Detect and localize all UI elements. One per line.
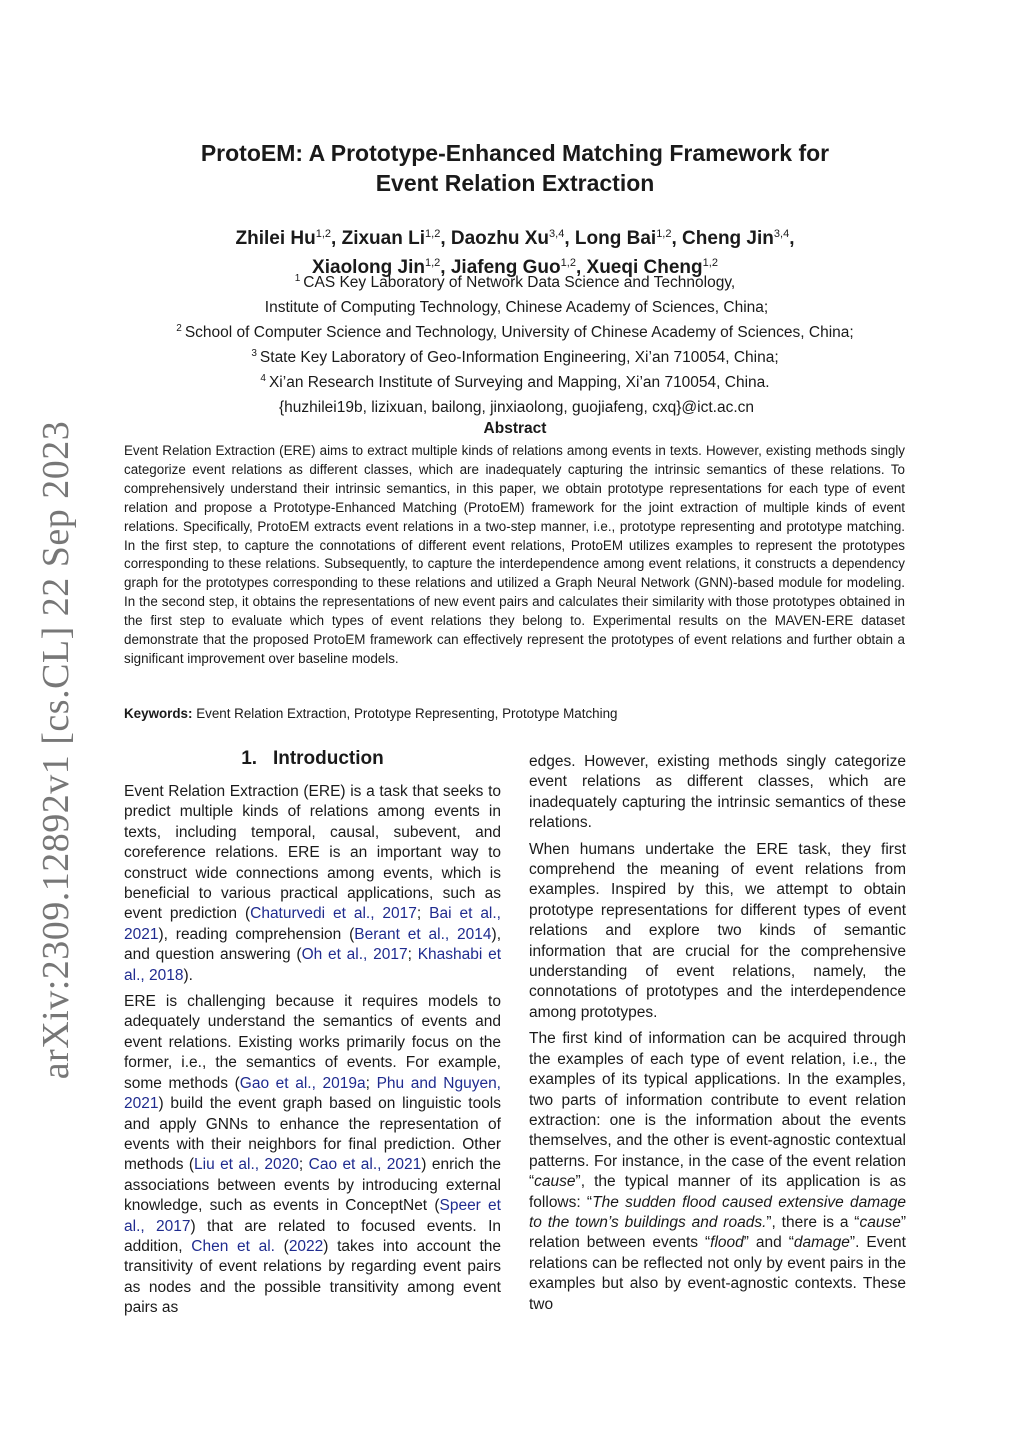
affiliation: $^3$ State Key Laboratory of Geo-Information Engineering, Xi’an 710054, China; <box>251 348 779 366</box>
citation-link[interactable]: Bai et al., 2021 <box>124 905 501 943</box>
body-text: Event Relation Extraction (ERE) is a task that seeks to predict multiple kinds of relations among events in texts, including temporal, causal, subevent, and coreference relations. ERE is an important way to construct wide connections among events, which is beneficial to various practical applications, such as event prediction ( <box>124 783 501 923</box>
body-text: ; <box>416 905 430 923</box>
author-emails: {huzhilei19b, lizixuan, bailong, jinxiaolong, guojiafeng, cxq}@ict.ac.cn <box>278 399 754 416</box>
body-text: ”, there is a “ <box>766 1213 860 1231</box>
affiliation: $^2$ School of Computer Science and Technology, University of Chinese Academy of Sciences, China; <box>176 323 854 341</box>
body-text: The first kind of information can be acquired through the examples of each type of event relation, i.e., the examples of its typical applications. In the examples, two parts of information contribute to event relation extraction: one is the information about the events themselves, and the other is event-agnostic contextual patterns. For instance, in the case of the event relation “ <box>529 1030 906 1191</box>
paragraph <box>124 992 501 1319</box>
author: Long Bai$^{1,2}$, <box>574 228 683 249</box>
body-text: ”. Event relations can be reflected not only by event pairs in the examples but also by event-agnostic contexts. These two <box>529 1234 906 1313</box>
author: Xueqi Cheng$^{1,2}$ <box>586 257 718 278</box>
citation-link[interactable]: Gao et al., 2019a <box>239 1074 366 1092</box>
paragraph <box>124 782 501 986</box>
affiliations <box>100 268 930 418</box>
body-text: ) that are related to focused events. In addition, <box>124 1217 501 1255</box>
body-text: ), and question answering ( <box>124 925 501 964</box>
body-text: ” relation between events “ <box>529 1213 906 1252</box>
paragraph <box>529 752 906 834</box>
citation-link[interactable]: Chaturvedi et al., 2017 <box>250 905 417 923</box>
author: Zixuan Li$^{1,2}$, <box>341 228 451 249</box>
author: Daozhu Xu$^{3,4}$, <box>450 228 575 249</box>
author-line-1 <box>100 222 930 251</box>
emphasis-text: The sudden flood caused extensive damage to the town’s buildings and roads. <box>529 1193 907 1231</box>
body-text: ) takes into account the transitivity of event relations by regarding event pairs as nodes and the possible transitivity among event pairs as <box>124 1237 502 1317</box>
title-line-1: ProtoEM: A Prototype-Enhanced Matching Framework for <box>200 140 830 166</box>
keywords <box>124 706 905 721</box>
abstract-heading: Abstract <box>483 420 547 437</box>
body-text: ; <box>407 946 418 964</box>
citation-link[interactable]: Liu et al., 2020 <box>194 1156 299 1174</box>
body-text: ) enrich the associations between events by introducing external knowledge, such as events in ConceptNet ( <box>124 1156 501 1215</box>
body-text: ). <box>183 966 193 984</box>
keywords-label: Keywords: <box>124 706 193 721</box>
body-text: ; <box>298 1156 309 1174</box>
body-text: When humans undertake the ERE task, they first comprehend the meaning of event relations from examples. Inspired by this, we attempt to obtain prototype representations for different types of event relations and explore two kinds of semantic information that are crucial for the comprehensive understanding of event relations, namely, the connotations of prototypes and the interdependence among prototypes. <box>529 840 906 1021</box>
citation-link[interactable]: Khashabi et al., 2018 <box>124 946 502 984</box>
citation-link[interactable]: Speer et al., 2017 <box>124 1197 501 1235</box>
citation-link[interactable]: 2022 <box>288 1237 324 1255</box>
author: Xiaolong Jin$^{1,2}$, <box>312 257 451 278</box>
body-text: ( <box>274 1237 289 1255</box>
body-text: ) build the event graph based on linguistic tools and apply GNNs to enhance the representation of events with their neighbors for final prediction. Other methods ( <box>124 1095 501 1174</box>
paper-title <box>100 138 930 198</box>
right-column <box>529 752 906 1321</box>
author: Cheng Jin$^{3,4}$, <box>682 228 795 249</box>
left-column <box>124 782 501 1325</box>
body-text: ; <box>365 1074 377 1092</box>
arxiv-identifier: arXiv:2309.12892v1 [cs.CL] 22 Sep 2023 <box>35 420 77 1080</box>
keywords-text: Event Relation Extraction, Prototype Representing, Prototype Matching <box>196 706 618 721</box>
emphasis-text: cause <box>534 1173 576 1191</box>
paragraph <box>529 840 906 1024</box>
emphasis-text: damage <box>793 1234 850 1252</box>
body-text: ), reading comprehension ( <box>158 925 355 943</box>
affiliation: Institute of Computing Technology, Chinese Academy of Sciences, China; <box>264 299 769 316</box>
body-text: ”, the typical manner of its application is as follows: “ <box>529 1173 906 1211</box>
citation-link[interactable]: Cao et al., 2021 <box>308 1156 422 1174</box>
body-text: ” and “ <box>743 1234 794 1252</box>
emphasis-text: flood <box>710 1234 744 1252</box>
section-number: 1. <box>241 748 258 769</box>
emphasis-text: cause <box>859 1213 901 1231</box>
abstract-body: Event Relation Extraction (ERE) aims to extract multiple kinds of relations among events in texts. However, existing methods singly categorize event relations as different classes, which are inadequately capturing the intrinsic semantics of these relations. To comprehensively understand their intrinsic semantics, in this paper, we obtain prototype representations for each type of event relation and propose a Prototype-Enhanced Matching (ProtoEM) framework for the joint extraction of multiple kinds of event relations. Specifically, ProtoEM extracts event relations in a two-step manner, i.e., prototype representing and prototype matching. In the first step, to capture the connotations of different event relations, ProtoEM utilizes examples to represent the prototypes corresponding to these relations. Subsequently, to capture the interdependence among event relations, it constructs a dependency graph for the prototypes corresponding to these relations and utilized a Graph Neural Network (GNN)-based module for modeling. In the second step, it obtains the representations of new event pairs and calculates their similarity with those prototypes obtained in the first step to evaluate which types of event relations they belong to. Experimental results on the MAVEN-ERE dataset demonstrate that the proposed ProtoEM framework can effectively represent the prototypes of event relations and further obtain a significant improvement over baseline models. <box>124 443 905 666</box>
section-heading <box>124 748 501 770</box>
citation-link[interactable]: Phu and Nguyen, 2021 <box>124 1074 501 1113</box>
section-title: Introduction <box>272 748 384 769</box>
body-text: ERE is challenging because it requires models to adequately understand the semantics of events and event relations. Existing works primarily focus on the former, i.e., the semantics of events. For example, some methods ( <box>124 993 501 1092</box>
citation-link[interactable]: Berant et al., 2014 <box>354 925 492 943</box>
affiliation: $^1$ CAS Key Laboratory of Network Data Science and Technology, <box>294 273 736 291</box>
title-line-2: Event Relation Extraction <box>375 170 655 196</box>
citation-link[interactable]: Chen et al. <box>191 1237 275 1255</box>
affiliation: $^4$ Xi’an Research Institute of Surveying and Mapping, Xi’an 710054, China. <box>260 373 770 391</box>
paragraph <box>529 1029 906 1315</box>
body-text: edges. However, existing methods singly categorize event relations as different classes, which are inadequately capturing the intrinsic semantics of these relations. <box>529 753 906 832</box>
author: Jiafeng Guo$^{1,2}$, <box>450 257 587 278</box>
citation-link[interactable]: Oh et al., 2017 <box>301 946 408 964</box>
author: Zhilei Hu$^{1,2}$, <box>235 228 342 249</box>
